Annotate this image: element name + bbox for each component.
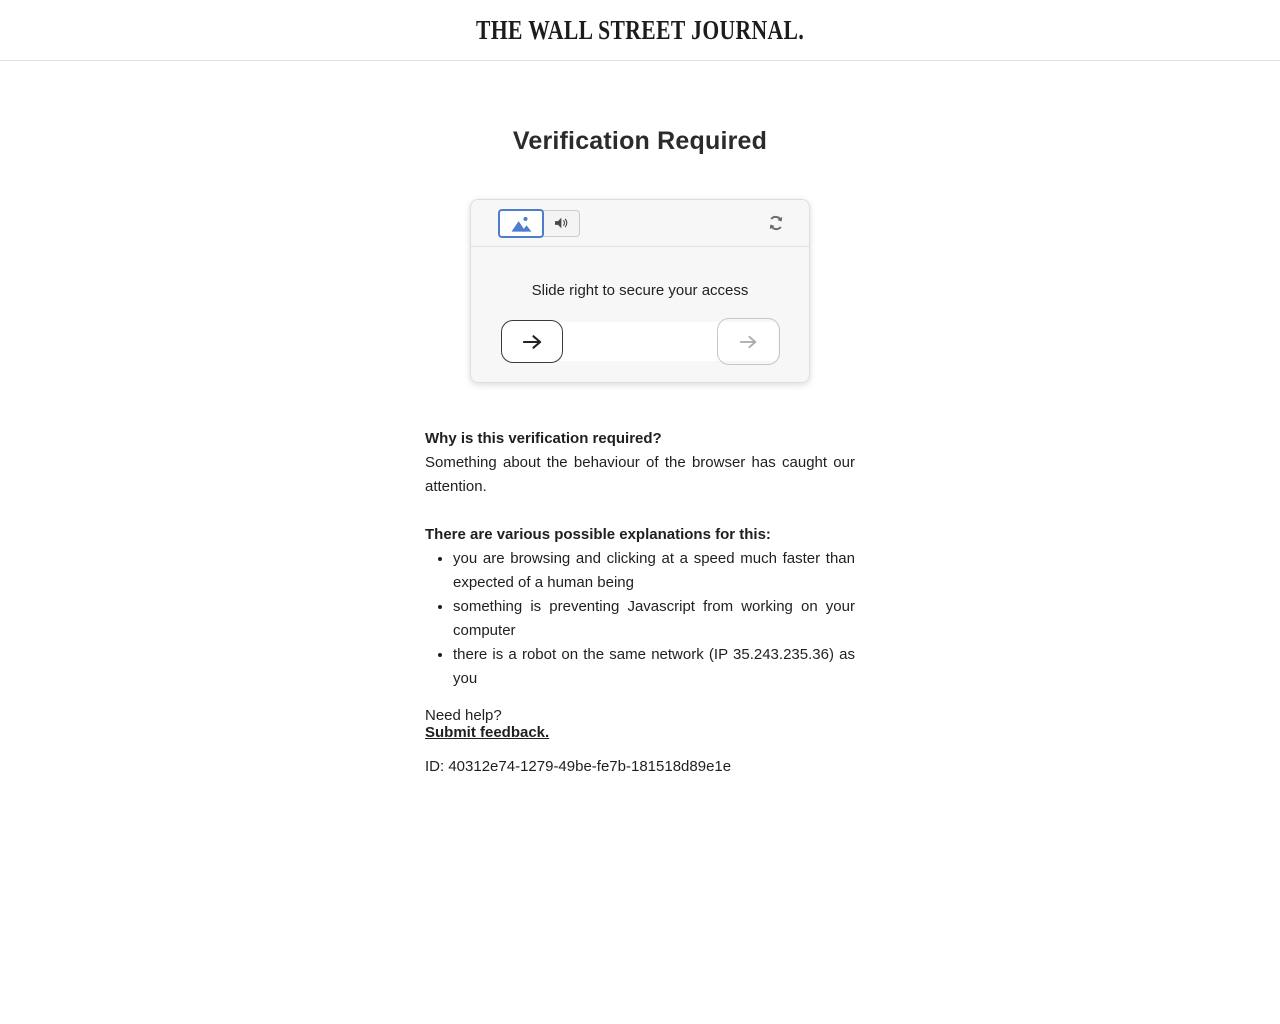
image-mode-button[interactable] <box>498 209 544 238</box>
why-heading: Why is this verification required? <box>425 430 662 447</box>
captcha-widget <box>470 199 810 383</box>
slider-captcha <box>501 318 779 365</box>
submit-feedback-link[interactable]: Submit feedback. <box>425 724 550 741</box>
list-item: • something is preventing Javascript from working on your computer <box>453 595 855 643</box>
captcha-toolbar <box>471 200 809 247</box>
slider-target <box>717 318 780 365</box>
refresh-captcha-button[interactable] <box>766 213 786 233</box>
arrow-right-icon <box>522 334 543 350</box>
why-body: Something about the behaviour of the browser has caught our attention. <box>425 454 855 495</box>
slider-handle[interactable] <box>501 320 563 363</box>
explanation-section <box>425 427 855 779</box>
site-header <box>0 0 1280 61</box>
audio-mode-button[interactable] <box>542 210 580 237</box>
list-item: • you are browsing and clicking at a speed much faster than expected of a human being <box>453 547 855 595</box>
explanations-list <box>425 547 855 691</box>
need-help-text: Need help? <box>425 707 502 724</box>
help-block <box>425 707 855 741</box>
request-id: ID: 40312e74-1279-49be-fe7b-181518d89e1e <box>425 758 732 775</box>
captcha-body <box>471 247 809 382</box>
image-icon <box>510 214 533 233</box>
arrow-right-icon <box>739 335 758 349</box>
captcha-mode-group <box>498 209 580 238</box>
page-title: Verification Required <box>512 127 768 155</box>
speaker-icon <box>552 214 570 232</box>
wsj-logo: THE WALL STREET JOURNAL. <box>475 14 805 45</box>
slider-instruction: Slide right to secure your access <box>531 282 749 299</box>
refresh-icon <box>766 213 786 233</box>
list-item: • there is a robot on the same network (IP 35.243.235.36) as you <box>453 643 855 691</box>
explanations-heading: There are various possible explanations for this: <box>425 526 771 543</box>
